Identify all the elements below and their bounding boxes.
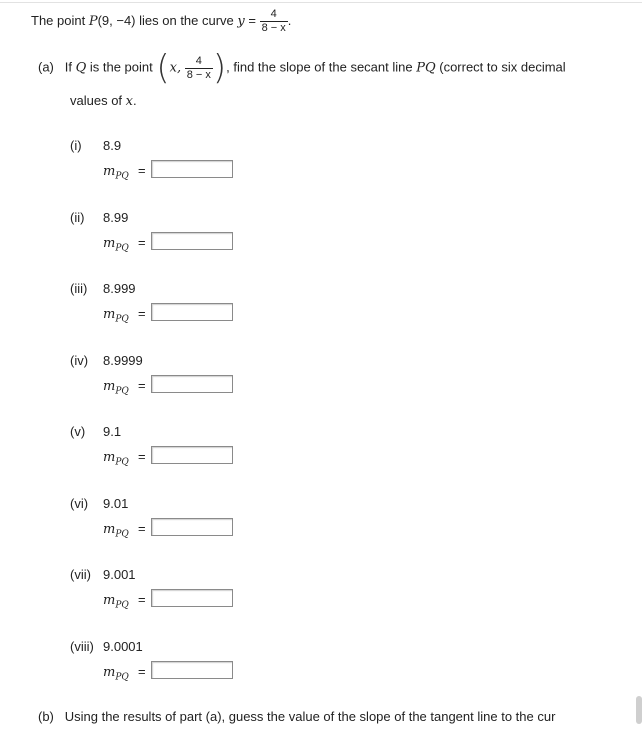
subpart-x-value: 8.999 — [103, 281, 136, 296]
part-b-label: (b) — [38, 709, 54, 724]
equals-sign: = — [138, 592, 146, 607]
m-subscript: PQ — [115, 672, 129, 683]
subpart-label: (iii) — [70, 281, 88, 296]
subpart-label: (iv) — [70, 353, 89, 368]
slope-answer-input[interactable] — [151, 518, 233, 536]
slope-label — [103, 450, 129, 468]
subpart-label: (i) — [70, 138, 82, 153]
fraction-numerator: 4 — [195, 54, 202, 67]
top-divider — [0, 2, 642, 3]
fraction-denominator: 8 − x — [261, 22, 286, 34]
subpart-label: (v) — [70, 424, 86, 439]
equals-sign: = — [138, 306, 146, 321]
right-paren: ) — [212, 48, 227, 88]
fraction-numerator: 4 — [270, 8, 277, 20]
equals-sign: = — [138, 163, 146, 178]
equals-sign: = — [138, 449, 146, 464]
left-paren: ( — [156, 48, 170, 88]
slope-answer-input[interactable] — [151, 160, 233, 178]
slope-answer-input[interactable] — [151, 589, 233, 607]
subpart-label: (vi) — [70, 496, 89, 511]
curve-fraction — [260, 8, 288, 35]
part-a-text: , find the slope of the secant line — [226, 59, 417, 75]
part-a-text: (correct to six decimal — [435, 59, 566, 75]
subpart-x-value: 8.9 — [103, 138, 122, 153]
part-a-text: values of — [70, 93, 126, 108]
m-symbol: m — [103, 665, 116, 680]
intro-text-mid: lies on the curve — [135, 12, 238, 28]
m-subscript: PQ — [115, 529, 129, 540]
equals-sign: = — [138, 664, 146, 679]
slope-answer-input[interactable] — [151, 303, 233, 321]
x-var: x — [125, 94, 133, 109]
slope-label — [103, 236, 129, 254]
m-subscript: PQ — [115, 243, 129, 254]
subpart-label: (viii) — [70, 639, 94, 654]
equals-sign: = — [138, 235, 146, 250]
fraction-denominator: 8 − x — [186, 68, 211, 81]
m-symbol: m — [103, 236, 116, 251]
q-fraction — [185, 55, 213, 82]
m-symbol: m — [103, 450, 116, 465]
m-subscript: PQ — [115, 457, 129, 468]
subpart-x-value: 9.01 — [103, 496, 129, 511]
subpart-x-value: 9.001 — [103, 567, 136, 582]
slope-label — [103, 665, 129, 683]
slope-answer-input[interactable] — [151, 232, 233, 250]
part-a-label: (a) — [38, 59, 54, 75]
subpart-x-value: 9.0001 — [103, 639, 143, 654]
m-symbol: m — [103, 379, 116, 394]
slope-label — [103, 593, 129, 611]
curve-var: y — [237, 13, 245, 29]
m-symbol: m — [103, 307, 116, 322]
x-var: x, — [169, 60, 182, 76]
slope-label — [103, 307, 129, 325]
equals-sign: = — [138, 521, 146, 536]
m-subscript: PQ — [115, 386, 129, 397]
part-a-line2 — [70, 93, 137, 109]
period: . — [133, 93, 137, 108]
secant-pq: PQ — [416, 60, 436, 76]
m-subscript: PQ — [115, 171, 129, 182]
m-symbol: m — [103, 164, 116, 179]
part-a-question — [38, 48, 566, 88]
part-a-text: is the point — [86, 59, 157, 75]
problem-statement — [31, 8, 291, 35]
m-symbol: m — [103, 522, 116, 537]
point-coords: (9, −4) — [97, 12, 136, 28]
slope-answer-input[interactable] — [151, 661, 233, 679]
slope-label — [103, 164, 129, 182]
subpart-x-value: 8.9999 — [103, 353, 143, 368]
scrollbar-thumb[interactable] — [636, 696, 642, 724]
slope-label — [103, 379, 129, 397]
m-symbol: m — [103, 593, 116, 608]
part-b-text: Using the results of part (a), guess the value of the slope of the tangent line to the cur — [64, 709, 556, 724]
period: . — [287, 12, 292, 28]
slope-answer-input[interactable] — [151, 375, 233, 393]
slope-label — [103, 522, 129, 540]
point-name: P — [88, 13, 98, 29]
subpart-x-value: 9.1 — [103, 424, 122, 439]
subpart-x-value: 8.99 — [103, 210, 129, 225]
equals-sign: = — [138, 378, 146, 393]
point-q-name: Q — [75, 60, 87, 76]
equals-sign: = — [244, 12, 260, 28]
part-b-question — [38, 709, 555, 724]
intro-text: The point — [31, 12, 89, 28]
m-subscript: PQ — [115, 600, 129, 611]
part-a-text: If — [64, 59, 76, 75]
subpart-label: (vii) — [70, 567, 91, 582]
subpart-label: (ii) — [70, 210, 85, 225]
m-subscript: PQ — [115, 314, 129, 325]
slope-answer-input[interactable] — [151, 446, 233, 464]
